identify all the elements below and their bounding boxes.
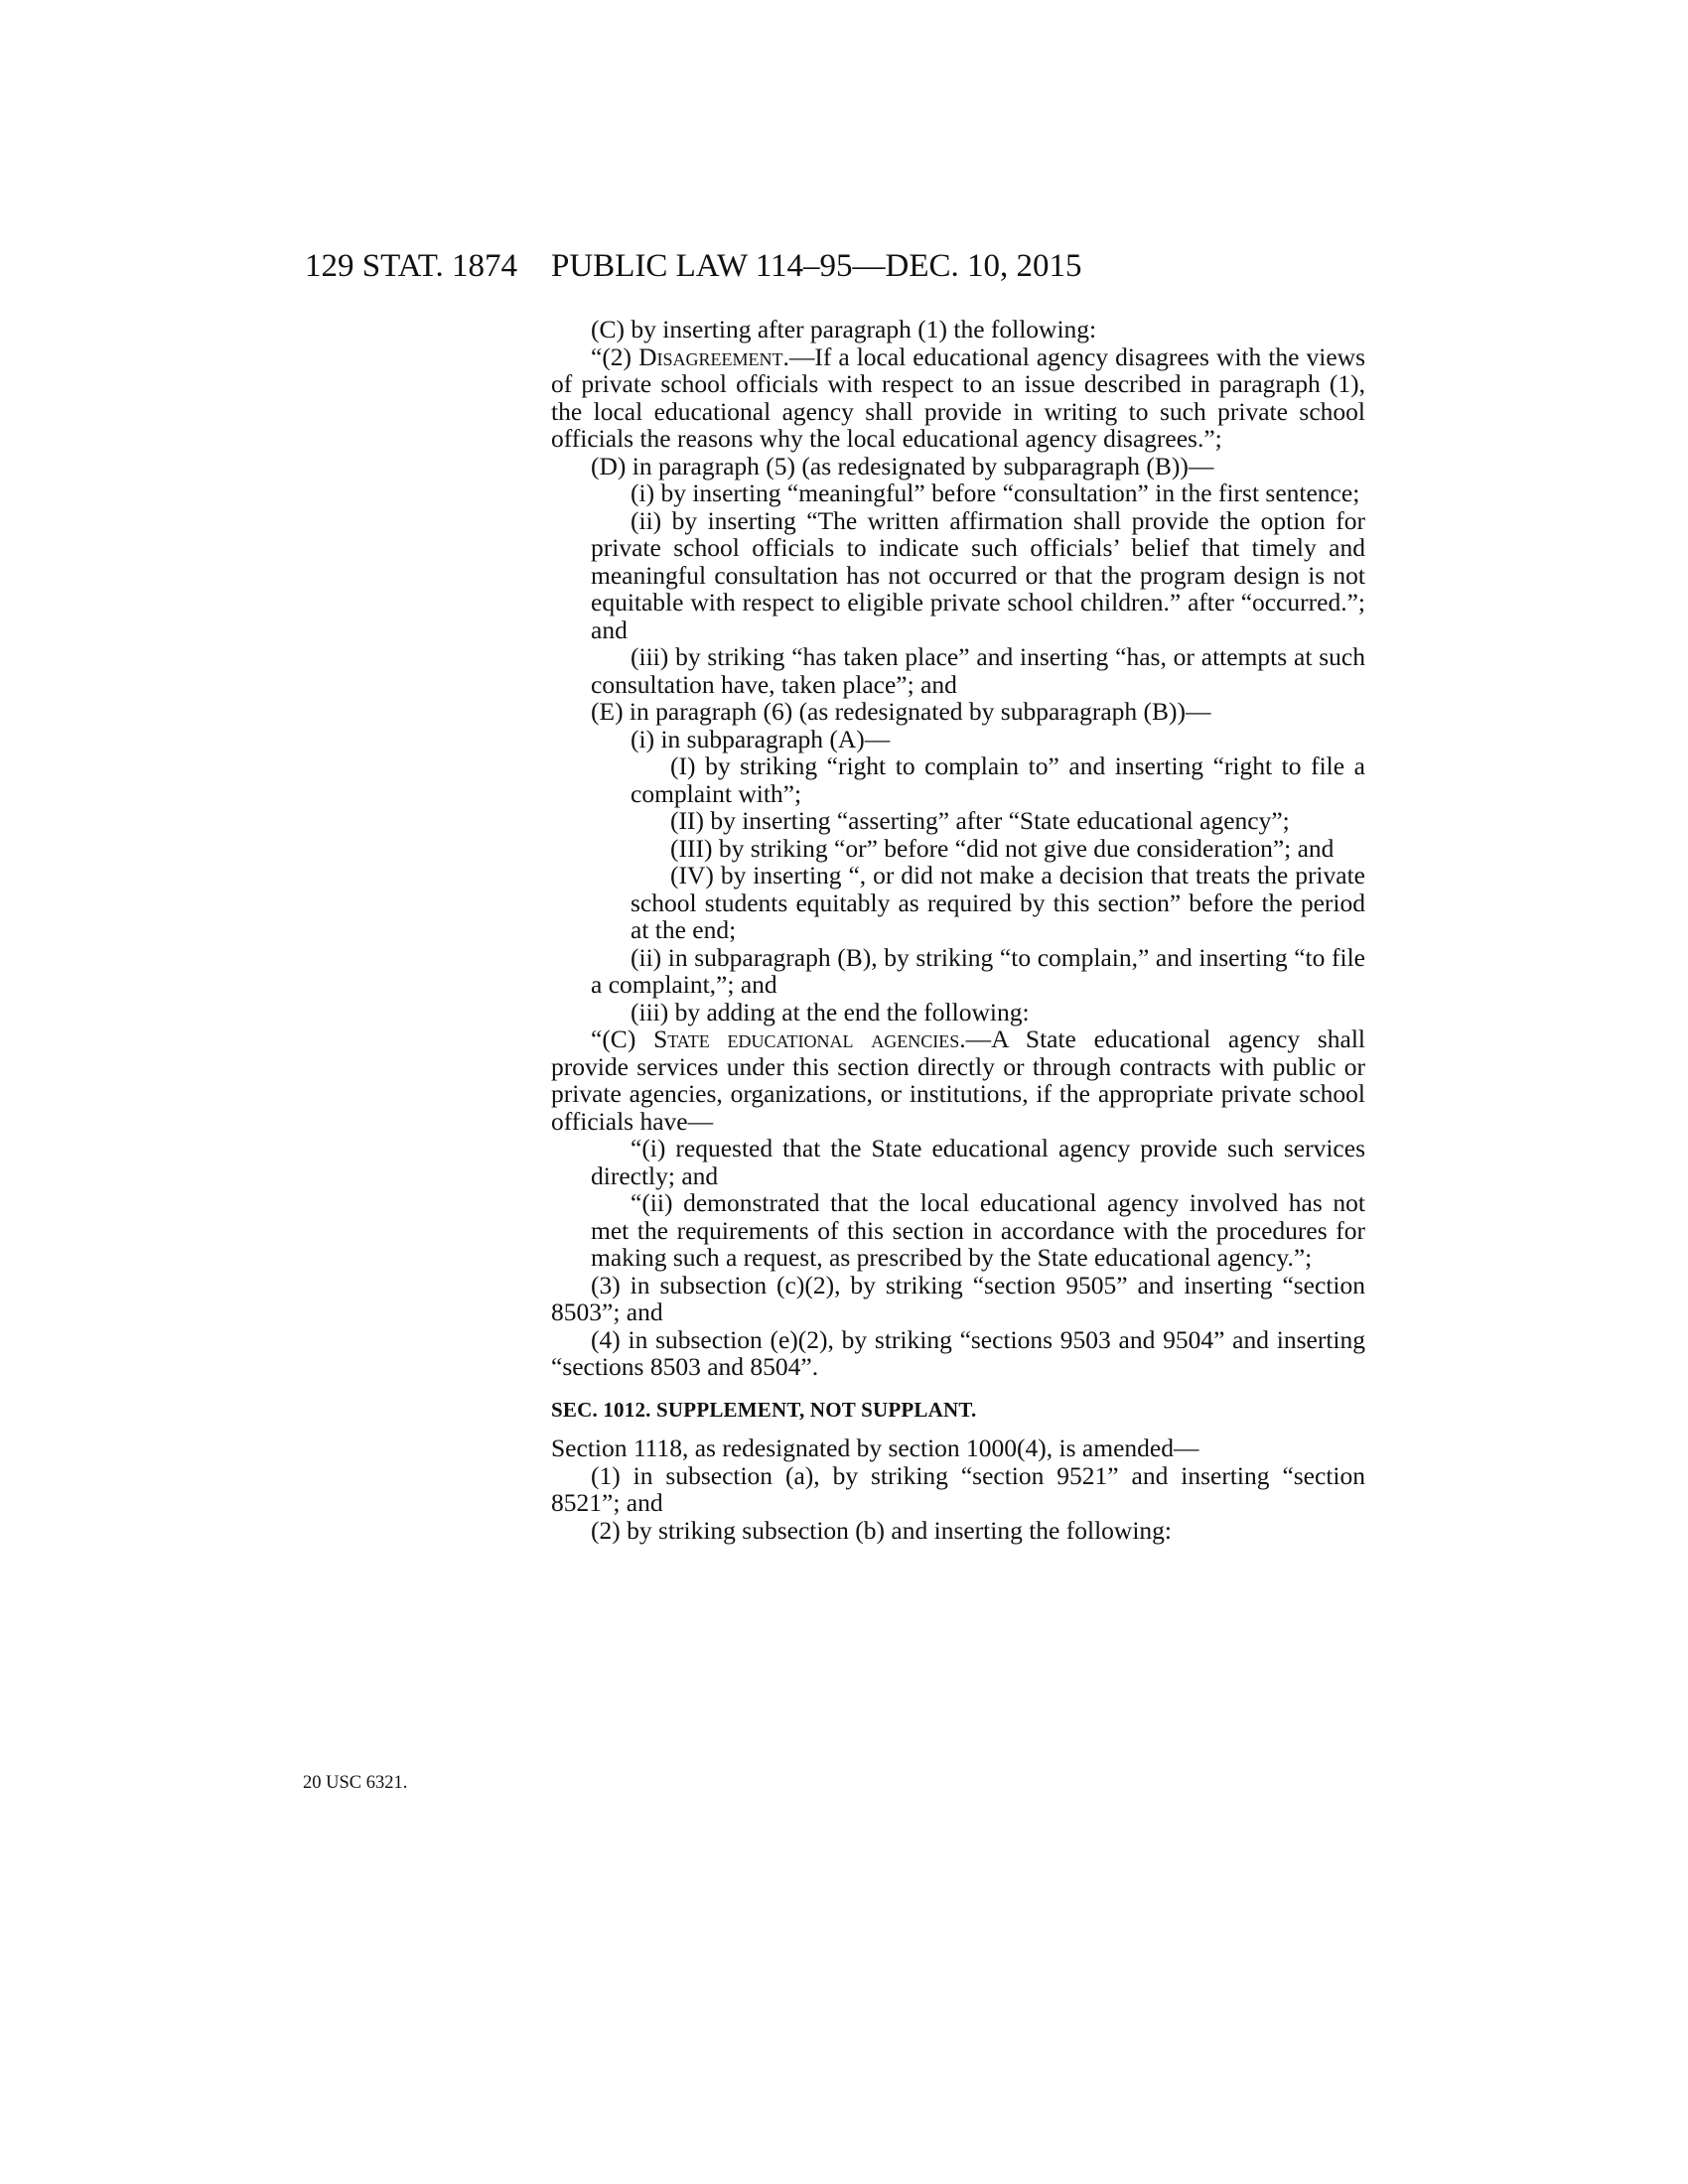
disagreement-text: .—If a local educational agency disagrees with the views of private school officials with respect to an issue described in paragraph (1), the local educational agency shall provide in writing to such private school officials the reasons why the local educational agency disagrees.”; bbox=[551, 341, 1365, 453]
amendment-e-i-II: (II) by inserting “asserting” after “State educational agency”; bbox=[670, 806, 1290, 835]
amendment-e-i-I: (I) by striking “right to complain to” and inserting “right to file a complaint with”; bbox=[631, 751, 1365, 808]
amendment-4: (4) in subsection (e)(2), by striking “sections 9503 and 9504” and inserting “sections 8503 and 8504”. bbox=[551, 1324, 1365, 1381]
section-amendment-1: (1) in subsection (a), by striking “section 9521” and inserting “section 8521”; and bbox=[551, 1460, 1365, 1517]
amendment-3: (3) in subsection (c)(2), by striking “section 9505” and inserting “section 8503”; and bbox=[551, 1270, 1365, 1326]
amendment-d-i: (i) by inserting “meaningful” before “consultation” in the first sentence; bbox=[631, 478, 1360, 507]
page-reference: 129 STAT. 1874 bbox=[305, 248, 518, 284]
amendment-d-ii: (ii) by inserting “The written affirmation shall provide the option for private school officials to indicate such officials’ belief that timely and meaningful consultation has not occurred or that the program design is not equitable with respect to eligible private school children.” after “occurred.”; and bbox=[591, 505, 1365, 644]
sea-text: .—A State educational agency shall provide services under this section directly or through contracts with public or private agencies, organizations, or institutions, if the appropriate private school officials have— bbox=[551, 1024, 1366, 1136]
quoted-paragraph-disagreement bbox=[551, 343, 1365, 453]
quote-open: “(C) bbox=[591, 1024, 654, 1053]
section-heading: SEC. 1012. SUPPLEMENT, NOT SUPPLANT. bbox=[551, 1397, 977, 1422]
section-intro: Section 1118, as redesignated by section 1000(4), is amended— bbox=[551, 1433, 1199, 1462]
amendment-e-i: (i) in subparagraph (A)— bbox=[631, 724, 891, 753]
quoted-clause-ii: “(ii) demonstrated that the local educational agency involved has not met the requirements of this section in accordance with the procedures for making such a request, as prescribed by the State educational agency.”; bbox=[591, 1188, 1365, 1272]
statute-text bbox=[551, 316, 1365, 1544]
quoted-clause-i: “(i) requested that the State educational agency provide such services directly; and bbox=[591, 1134, 1365, 1190]
running-title: PUBLIC LAW 114–95—DEC. 10, 2015 bbox=[551, 248, 1082, 284]
usc-margin-note: 20 USC 6321. bbox=[303, 1773, 408, 1793]
amendment-d: (D) in paragraph (5) (as redesignated by subparagraph (B))— bbox=[591, 451, 1214, 480]
amendment-c: (C) by inserting after paragraph (1) the following: bbox=[591, 315, 1097, 343]
amendment-e-iii: (iii) by adding at the end the following: bbox=[631, 997, 1030, 1026]
amendment-d-iii: (iii) by striking “has taken place” and inserting “has, or attempts at such consultation have, taken place”; and bbox=[591, 642, 1365, 699]
section-amendment-2: (2) by striking subsection (b) and inserting the following: bbox=[591, 1515, 1172, 1545]
amendment-e-ii: (ii) in subparagraph (B), by striking “to complain,” and inserting “to file a complaint,”; and bbox=[591, 942, 1365, 999]
quoted-subparagraph-sea bbox=[551, 1025, 1365, 1135]
amendment-e-i-IV: (IV) by inserting “, or did not make a decision that treats the private school students equitably as required by this section” before the period at the end; bbox=[631, 861, 1365, 944]
sea-heading: State educational agencies bbox=[653, 1024, 960, 1053]
amendment-e: (E) in paragraph (6) (as redesignated by subparagraph (B))— bbox=[591, 697, 1211, 726]
amendment-e-i-III: (III) by striking “or” before “did not give due consideration”; and bbox=[670, 833, 1335, 863]
disagreement-heading: Disagreement bbox=[638, 341, 783, 371]
quote-open: “(2) bbox=[591, 341, 639, 371]
